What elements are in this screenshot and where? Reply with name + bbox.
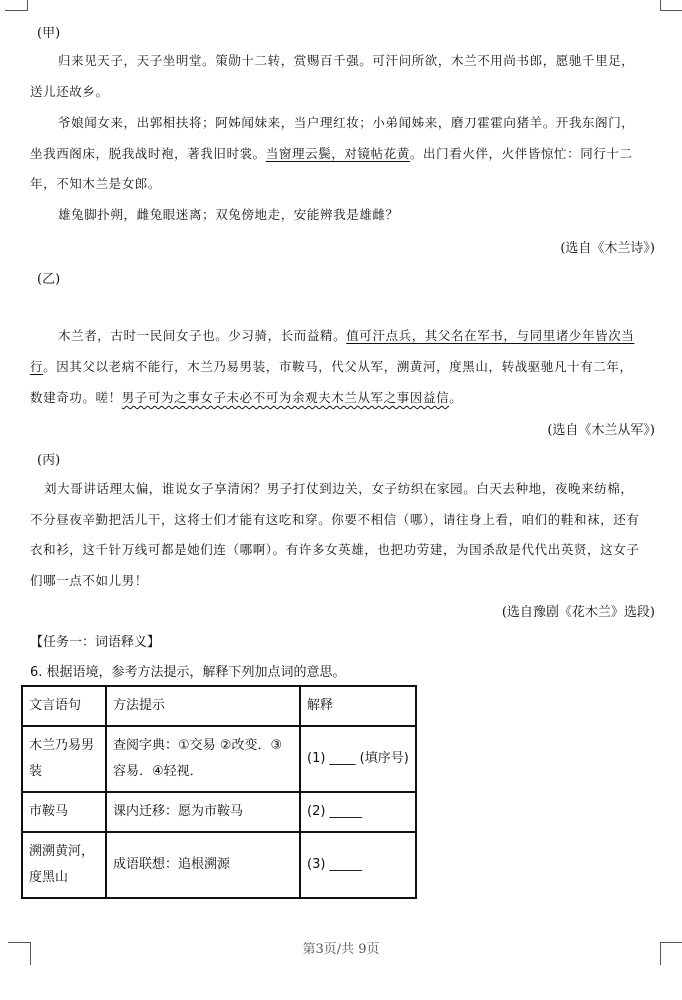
yi-wavy-phrase: 男子可为之事女子未必不可为余观夫木兰从军之事因益信 bbox=[121, 390, 450, 405]
jia-line-4-start: 坐我西阁床，脱我战时袍，著我旧时裳。 bbox=[30, 146, 266, 161]
row-sentence: 市鞍马 bbox=[22, 792, 106, 832]
jia-line-4-end: 。出门看火伴，火伴皆惊忙：同行十二 bbox=[409, 146, 633, 161]
yi-line-1-start: 木兰者，古时一民间女子也。少习骑，长而益精。 bbox=[58, 328, 347, 343]
row-answer[interactable]: (3) _____ bbox=[300, 832, 416, 898]
jia-source: (选自《木兰诗》) bbox=[560, 241, 655, 256]
jia-line-5: 年，不知木兰是女郎。 bbox=[30, 176, 162, 191]
header-answer: 解释 bbox=[300, 686, 416, 726]
row-hint: 成语联想：追根溯源 bbox=[106, 832, 300, 898]
yi-line-2 bbox=[30, 358, 633, 376]
corner-mark-top-left bbox=[5, 0, 28, 11]
yi-line-3 bbox=[30, 389, 462, 407]
yi-underlined-end: 行 bbox=[30, 359, 44, 374]
bing-source: (选自豫剧《花木兰》选段) bbox=[501, 605, 655, 620]
row-hint: 课内迁移：愿为市鞍马 bbox=[106, 792, 300, 832]
row-sentence: 木兰乃易男装 bbox=[22, 726, 106, 792]
bing-line-1: 刘大哥讲话理太偏，谁说女子享清闲？男子打仗到边关，女子纺织在家园。白天去种地，夜晚来纺棉， bbox=[44, 481, 634, 496]
table-row bbox=[22, 792, 416, 832]
task-table bbox=[21, 685, 417, 899]
header-sentence: 文言语句 bbox=[22, 686, 106, 726]
page-footer: 第3页/共 9页 bbox=[302, 942, 380, 957]
table-header-row bbox=[22, 686, 416, 726]
header-hint: 方法提示 bbox=[106, 686, 300, 726]
corner-mark-top-right bbox=[660, 0, 682, 11]
task-question: 6. 根据语境，参考方法提示，解释下列加点词的意思。 bbox=[30, 665, 346, 680]
yi-line-1 bbox=[58, 327, 634, 345]
jia-underlined-phrase: 当窗理云鬓，对镜帖花黄 bbox=[265, 146, 410, 161]
yi-source: (选自《木兰从军》) bbox=[547, 423, 655, 438]
yi-line-3-end: 。 bbox=[449, 390, 463, 405]
jia-line-2: 送儿还故乡。 bbox=[30, 84, 109, 99]
row-sentence: 溯溯黄河，度黑山 bbox=[22, 832, 106, 898]
section-label-jia: (甲) bbox=[37, 26, 61, 41]
bing-line-3: 衣和衫，这千针万线可都是她们连（哪啊）。有许多女英雄，也把功劳建，为国杀敌是代代出英贤，这女子 bbox=[30, 542, 640, 557]
jia-line-4-wrap bbox=[30, 145, 633, 163]
jia-line-1: 归来见天子，天子坐明堂。策勋十二转，赏赐百千强。可汗问所欲，木兰不用尚书郎，愿驰千里足， bbox=[58, 53, 635, 68]
table-row bbox=[22, 726, 416, 792]
yi-underlined-start: 值可汗点兵，其父名在军书，与同里诸少年皆次当 bbox=[346, 328, 635, 343]
task-heading: 【任务一：词语释义】 bbox=[30, 635, 161, 650]
row-answer[interactable]: (2) _____ bbox=[300, 792, 416, 832]
bing-line-4: 们哪一点不如儿男！ bbox=[30, 573, 148, 588]
bing-line-2: 不分昼夜辛勤把活儿干，这将士们才能有这吃和穿。你要不相信（哪），请往身上看，咱们的鞋和袜，还有 bbox=[30, 512, 640, 527]
section-label-yi: (乙) bbox=[37, 272, 61, 287]
section-label-bing: (丙) bbox=[37, 453, 61, 468]
table-row bbox=[22, 832, 416, 898]
yi-line-3-start: 数建奇功。嗟！ bbox=[30, 390, 122, 405]
jia-line-6: 雄兔脚扑朔，雌兔眼迷离；双兔傍地走，安能辨我是雄雌？ bbox=[58, 207, 399, 222]
row-answer[interactable]: (1) ____ (填序号) bbox=[300, 726, 416, 792]
jia-line-3: 爷娘闻女来，出郭相扶将；阿姊闻妹来，当户理红妆；小弟闻姊来，磨刀霍霍向猪羊。开我东阁门， bbox=[58, 115, 635, 130]
yi-line-2-rest: 。因其父以老病不能行，木兰乃易男装，市鞍马，代父从军，溯黄河，度黑山，转战驱驰凡十有二年， bbox=[43, 359, 633, 374]
row-hint: 查阅字典：①交易 ②改变．③容易．④轻视． bbox=[106, 726, 300, 792]
